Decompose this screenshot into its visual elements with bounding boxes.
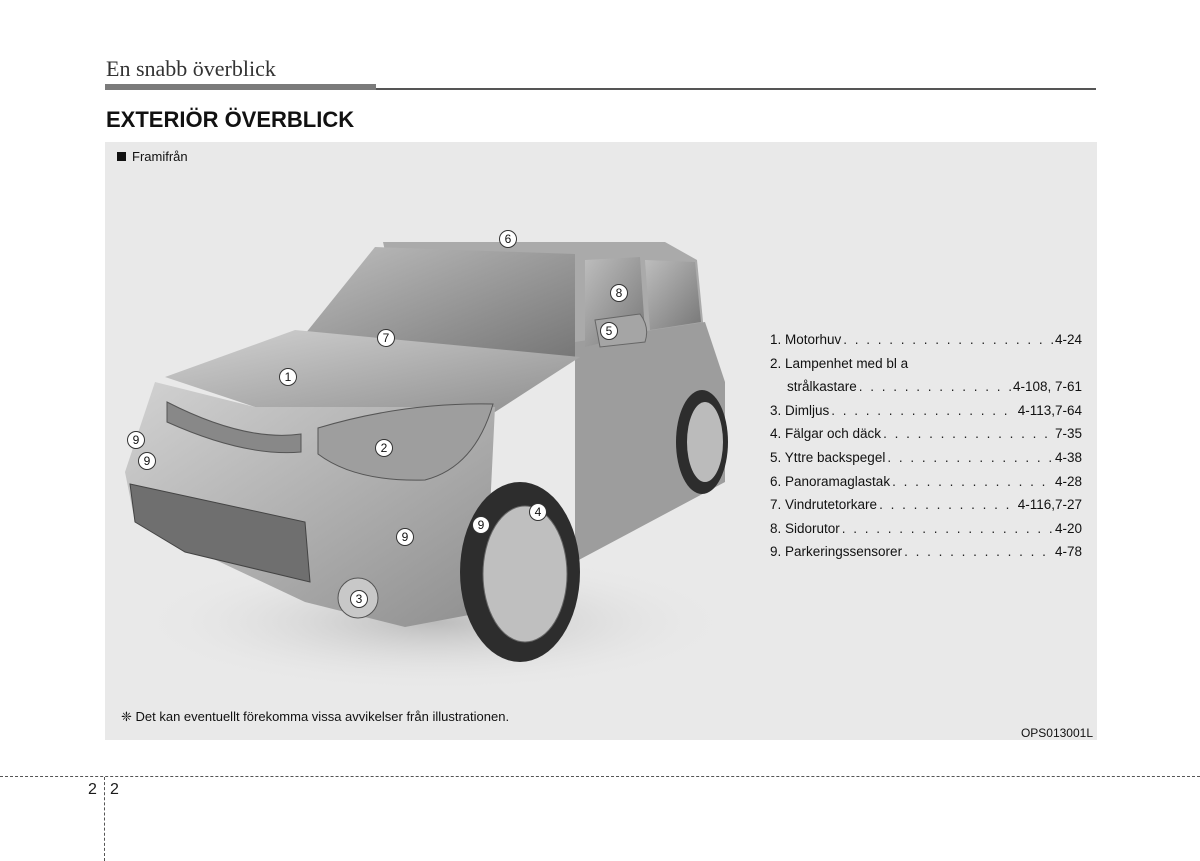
legend-page: 4-116,7-27: [1017, 497, 1082, 513]
leader-dots: [887, 450, 1053, 465]
legend-label: 3. Dimljus: [770, 402, 830, 418]
callout-7: 7: [377, 329, 395, 347]
page-heading: EXTERIÖR ÖVERBLICK: [106, 107, 355, 132]
section-title: En snabb överblick: [106, 56, 276, 81]
illustration-footnote: ❈ Det kan eventuellt förekomma vissa avvikelser från illustrationen.: [121, 709, 510, 724]
header-rule-thick: [105, 84, 376, 90]
callout-6: 6: [499, 230, 517, 248]
component-legend: [770, 332, 1082, 568]
legend-label: 8. Sidorutor: [770, 520, 840, 536]
legend-page: 4-24: [1054, 332, 1082, 347]
legend-row: [770, 426, 1082, 450]
leader-dots: [883, 426, 1053, 441]
legend-label: 2. Lampenhet med bl a: [770, 355, 909, 371]
legend-page: 4-28: [1054, 473, 1082, 489]
callout-5: 5: [600, 322, 618, 340]
legend-page: 4-113,7-64: [1017, 402, 1082, 418]
legend-label: 6. Panoramaglastak: [770, 473, 891, 489]
leader-dots: [904, 544, 1053, 559]
car-illustration: [105, 142, 745, 702]
legend-row: [770, 379, 1082, 403]
leader-dots: [892, 474, 1053, 489]
header-rule-thin: [376, 88, 1096, 90]
car-rear-window: [645, 260, 701, 330]
callout-4: 4: [529, 503, 547, 521]
legend-label: 5. Yttre backspegel: [770, 449, 886, 465]
view-label-text: Framifrån: [132, 149, 188, 164]
legend-page: 4-20: [1054, 520, 1082, 536]
page-number: 2: [110, 781, 119, 798]
callout-8: 8: [610, 284, 628, 302]
callout-9: 9: [138, 452, 156, 470]
callout-9: 9: [472, 516, 490, 534]
footer-dashed-rule: [0, 776, 1200, 777]
legend-page: 4-38: [1054, 449, 1082, 465]
legend-page: 4-78: [1054, 544, 1082, 560]
leader-dots: [879, 497, 1016, 512]
legend-row: [770, 332, 1082, 356]
leader-dots: [843, 332, 1053, 347]
legend-row: [770, 450, 1082, 474]
callout-1: 1: [279, 368, 297, 386]
callout-9: 9: [127, 431, 145, 449]
legend-page: 7-35: [1054, 426, 1082, 442]
figure-panel: [105, 142, 1097, 740]
legend-row: [770, 474, 1082, 498]
legend-label: 9. Parkeringssensorer: [770, 544, 903, 560]
legend-row: [770, 356, 1082, 380]
legend-page: 4-108, 7-61: [1012, 379, 1082, 395]
legend-label: 7. Vindrutetorkare: [770, 497, 878, 513]
car-front-wheel: [483, 506, 567, 642]
car-rear-wheel: [687, 402, 723, 482]
legend-label: strålkastare: [787, 379, 857, 395]
legend-label: 1. Motorhuv: [770, 332, 842, 347]
leader-dots: [842, 521, 1053, 536]
chapter-number: 2: [88, 781, 97, 798]
leader-dots: [831, 403, 1015, 418]
callout-3: 3: [350, 590, 368, 608]
leader-dots: [859, 379, 1011, 394]
image-code: OPS013001L: [1020, 726, 1093, 740]
legend-label: 4. Fälgar och däck: [770, 426, 882, 442]
callout-9: 9: [396, 528, 414, 546]
callout-2: 2: [375, 439, 393, 457]
legend-row: [770, 521, 1082, 545]
legend-row: [770, 544, 1082, 568]
footer-dashed-divider: [104, 777, 105, 861]
legend-row: [770, 497, 1082, 521]
legend-row: [770, 403, 1082, 427]
